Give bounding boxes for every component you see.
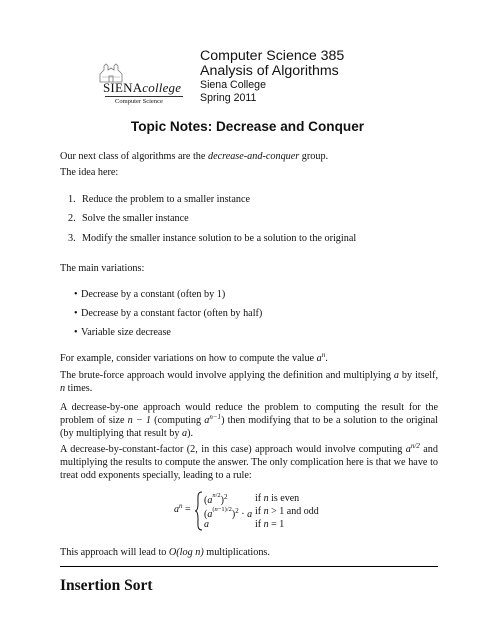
logo-divider xyxy=(105,96,183,97)
institution: Siena College xyxy=(200,79,266,91)
variations-label: The main variations: xyxy=(60,263,145,274)
formula-cond-one: if n = 1 xyxy=(255,519,285,530)
example-paragraph: For example, consider variations on how to compute the value $a^n$. xyxy=(60,351,328,364)
list-item: 3. Modify the smaller instance solution to be a solution to the original xyxy=(68,233,357,244)
bullet-item: • Decrease by a constant factor (often by half) xyxy=(74,308,263,319)
left-brace-icon xyxy=(194,491,203,531)
formula-cond-even: if n is even xyxy=(255,493,300,504)
idea-label: The idea here: xyxy=(60,167,119,178)
course-number: Computer Science 385 xyxy=(200,48,345,64)
logo-wordmark: SIENAcollege xyxy=(103,80,182,95)
formula-case-odd: $(a^{(n-1)/2})^2 \cdot a$ xyxy=(204,506,253,520)
formula-lhs: $a^n$ = xyxy=(174,502,191,515)
decrease-by-one-paragraph: A decrease-by-one approach would reduce the problem to computing the result for the problem of size n − 1 (computing $a^{n-1}$) then modifying that to be a solution to the original (by multiplying that result by a). xyxy=(60,402,438,439)
list-item: 2. Solve the smaller instance xyxy=(68,213,189,224)
decrease-by-factor-paragraph: A decrease-by-constant-factor (2, in this case) approach would involve computing $a^{n/2}$ and multiplying the results to compute the answer. The only complication here is that we have to treat odd exponents specially, leading to a rule: xyxy=(60,442,438,481)
course-header xyxy=(200,49,344,105)
brute-force-paragraph: The brute-force approach would involve applying the definition and multiplying a by itself, n times. xyxy=(60,370,438,394)
formula-case-one: a xyxy=(204,519,209,530)
conclusion-paragraph: This approach will lead to O(log n) multiplications. xyxy=(60,547,270,558)
section-divider xyxy=(60,566,438,567)
formula-case-even: $(a^{n/2})^2$ xyxy=(204,492,228,506)
bullet-item: • Decrease by a constant (often by 1) xyxy=(74,289,226,300)
list-item: 1. Reduce the problem to a smaller instance xyxy=(68,194,251,205)
intro-paragraph: Our next class of algorithms are the decrease-and-conquer group. xyxy=(60,151,329,162)
bullet-item: • Variable size decrease xyxy=(74,327,171,338)
document-title: Topic Notes: Decrease and Conquer xyxy=(130,119,365,134)
logo-subtitle: Computer Science xyxy=(115,98,163,105)
section-heading: Insertion Sort xyxy=(60,577,153,594)
exponentiation-rule xyxy=(167,489,367,531)
term: Spring 2011 xyxy=(200,92,257,104)
siena-college-logo xyxy=(97,62,189,106)
course-name: Analysis of Algorithms xyxy=(200,63,339,79)
formula-cond-odd: if n > 1 and odd xyxy=(255,506,319,517)
